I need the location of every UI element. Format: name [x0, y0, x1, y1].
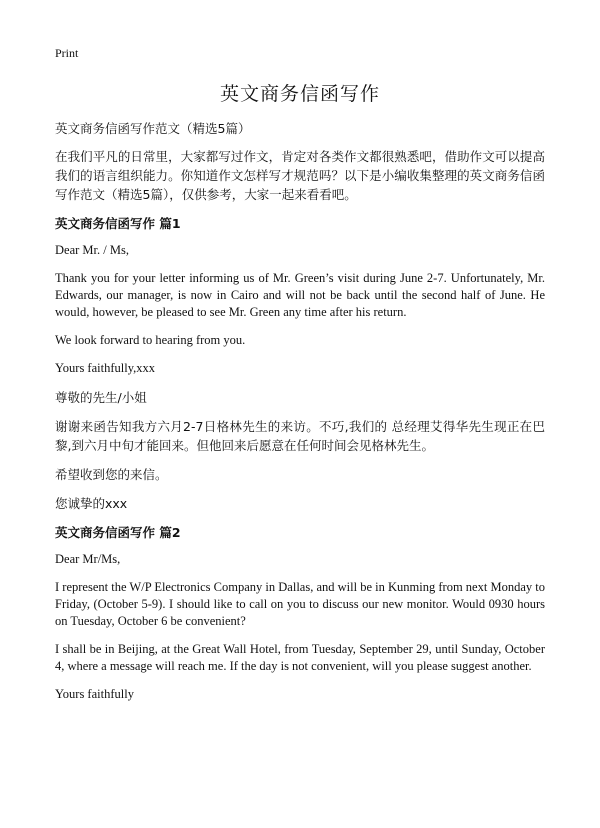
section-1	[55, 214, 545, 513]
closing-line-cn: 希望收到您的来信。	[55, 467, 168, 482]
page-title: 英文商务信函写作	[219, 83, 380, 105]
section-heading: 英文商务信函写作 篇1	[55, 216, 181, 231]
signoff-en: Yours faithfully	[55, 687, 134, 701]
salutation-cn: 尊敬的先生/小姐	[55, 390, 147, 405]
salutation-en: Dear Mr/Ms,	[55, 552, 121, 566]
signoff-cn: 您诚挚的xxx	[55, 496, 128, 511]
print-link[interactable]: Print	[55, 46, 79, 60]
letter-body-cn: 谢谢来函告知我方六月2-7日格林先生的来访。不巧,我们的 总经理艾得华先生现正在巴黎,到六月中旬才能回来。但他回来后愿意在任何时间会见格林先生。	[55, 419, 545, 453]
intro-paragraph: 在我们平凡的日常里，大家都写过作文，肯定对各类作文都很熟悉吧，借助作文可以提高我们的语言组织能力。你知道作文怎样写才规范吗？以下是小编收集整理的英文商务信函写作范文（精选5篇），仅供参考，大家一起来看看吧。	[55, 149, 545, 202]
letter-body-en: Thank you for your letter informing us of Mr. Green’s visit during June 2-7. Unfortunately, Mr. Edwards, our manager, is now in Cairo and will not be back until the second half of June. He would, however, be pleased to see Mr. Green any time after his return.	[55, 271, 545, 319]
intro-subtitle: 英文商务信函写作范文（精选5篇）	[55, 121, 251, 136]
document-body	[55, 119, 545, 714]
salutation-en: Dear Mr. / Ms,	[55, 243, 129, 257]
section-2	[55, 523, 545, 703]
section-heading: 英文商务信函写作 篇2	[55, 525, 181, 540]
signoff-en: Yours faithfully,xxx	[55, 361, 156, 375]
letter-body-en: I represent the W/P Electronics Company in Dallas, and will be in Kunming from next Monday to Friday, (October 5-9). I should like to call on you to discuss our new monitor. Would 0930 hours on Tuesday, October 6 be convenient?	[55, 580, 545, 628]
closing-line-en: We look forward to hearing from you.	[55, 333, 246, 347]
letter-body-en: I shall be in Beijing, at the Great Wall Hotel, from Tuesday, September 29, until Sunday, October 4, where a message will reach me. If the day is not convenient, will you please suggest another.	[55, 642, 545, 673]
